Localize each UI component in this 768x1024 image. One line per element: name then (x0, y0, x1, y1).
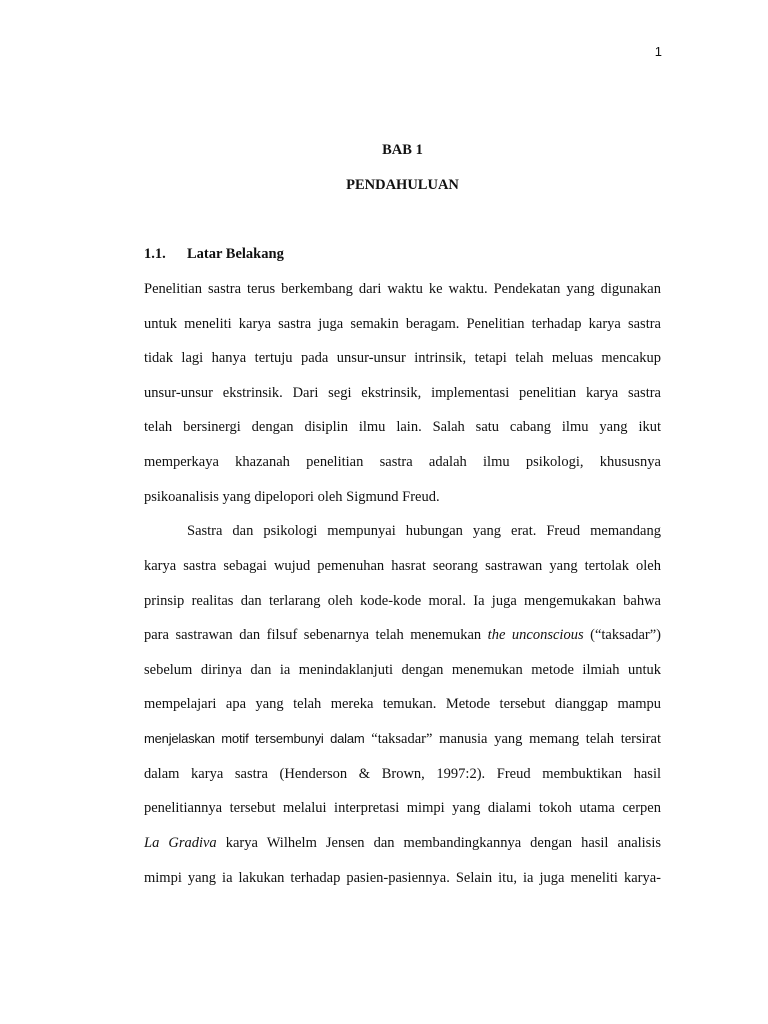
page-number: 1 (654, 44, 662, 59)
text-run: para sastrawan dan filsuf sebenarnya telah menemukan (144, 627, 488, 643)
paragraph2-line: dalam karya sastra (Henderson & Brown, 1997:2). Freud membuktikan hasil (144, 766, 661, 782)
paragraph2-line: Sastra dan psikologi mempunyai hubungan yang erat. Freud memandang (187, 523, 661, 539)
paragraph2-line: mimpi yang ia lakukan terhadap pasien-pasiennya. Selain itu, ia juga meneliti karya- (144, 870, 661, 886)
paragraph1-line: tidak lagi hanya tertuju pada unsur-unsur intrinsik, tetapi telah meluas mencakup (144, 350, 661, 366)
paragraph1-line: unsur-unsur ekstrinsik. Dari segi ekstrinsik, implementasi penelitian karya sastra (144, 385, 661, 401)
section-title: Latar Belakang (187, 246, 284, 262)
italic-title: La Gradiva (144, 835, 217, 851)
paragraph2-line: sebelum dirinya dan ia menindaklanjuti dengan menemukan metode ilmiah untuk (144, 662, 661, 678)
paragraph2-line: mempelajari apa yang telah mereka temukan. Metode tersebut dianggap mampu (144, 696, 661, 712)
paragraph1-line: psikoanalisis yang dipelopori oleh Sigmund Freud. (144, 489, 440, 505)
text-run: karya Wilhelm Jensen dan membandingkannya dengan hasil analisis (216, 835, 661, 851)
paragraph2-line: penelitiannya tersebut melalui interpretasi mimpi yang dialami tokoh utama cerpen (144, 800, 661, 816)
paragraph2-line (144, 626, 661, 644)
paragraph2-line: prinsip realitas dan terlarang oleh kode-kode moral. Ia juga mengemukakan bahwa (144, 593, 661, 609)
paragraph1-line: Penelitian sastra terus berkembang dari waktu ke waktu. Pendekatan yang digunakan (144, 281, 661, 297)
chapter-title: PENDAHULUAN (346, 177, 459, 193)
paragraph2-line (144, 730, 661, 748)
paragraph1-line: telah bersinergi dengan disiplin ilmu lain. Salah satu cabang ilmu yang ikut (144, 419, 661, 435)
paragraph1-line: memperkaya khazanah penelitian sastra adalah ilmu psikologi, khususnya (144, 454, 661, 470)
paragraph1-line: untuk meneliti karya sastra juga semakin beragam. Penelitian terhadap karya sastra (144, 316, 661, 332)
italic-term: the unconscious (487, 627, 584, 643)
text-run-sans: menjelaskan motif tersembunyi dalam (144, 731, 365, 746)
paragraph2-line: karya sastra sebagai wujud pemenuhan hasrat seorang sastrawan yang tertolak oleh (144, 558, 661, 574)
text-run: (“taksadar”) (583, 627, 661, 643)
section-heading (144, 246, 284, 263)
section-number: 1.1. (144, 246, 166, 262)
chapter-number: BAB 1 (382, 142, 423, 158)
text-run: “taksadar” manusia yang memang telah tersirat (364, 731, 661, 747)
paragraph2-line (144, 834, 661, 852)
